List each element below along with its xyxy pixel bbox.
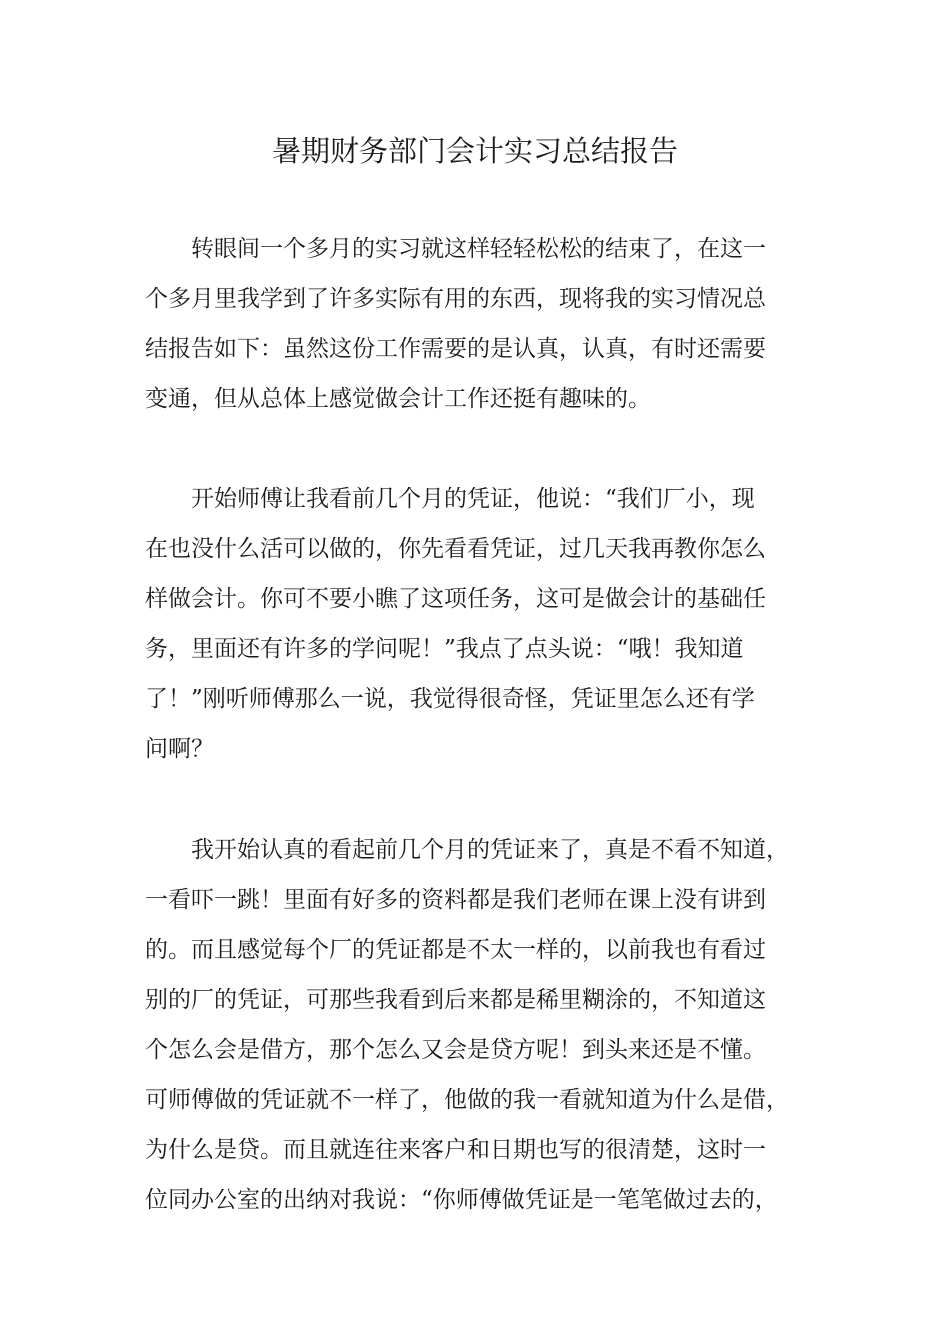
- text-line: 在也没什么活可以做的，你先看看凭证，过几天我再教你怎么: [145, 536, 766, 562]
- text-line: 结报告如下：虽然这份工作需要的是认真，认真，有时还需要: [145, 336, 766, 362]
- text-line: 样做会计。你可不要小瞧了这项任务，这可是做会计的基础任: [145, 586, 766, 612]
- paragraph-2: [145, 474, 815, 774]
- text-line: 转眼间一个多月的实习就这样轻轻松松的结束了，在这一: [145, 236, 766, 262]
- text-line: 变通，但从总体上感觉做会计工作还挺有趣味的。: [145, 386, 651, 412]
- paragraph-3: [145, 825, 815, 1225]
- text-line: 为什么是贷。而且就连往来客户和日期也写的很清楚，这时一: [145, 1137, 766, 1163]
- text-line: 别的厂的凭证，可那些我看到后来都是稀里糊涂的，不知道这: [145, 987, 766, 1013]
- text-line: 我开始认真的看起前几个月的凭证来了，真是不看不知道，: [145, 837, 789, 863]
- text-line: 一看吓一跳！里面有好多的资料都是我们老师在课上没有讲到: [145, 887, 766, 913]
- text-line: 务，里面还有许多的学问呢！”我点了点头说：“哦！我知道: [145, 636, 744, 662]
- text-line: 位同办公室的出纳对我说：“你师傅做凭证是一笔笔做过去的，: [145, 1187, 778, 1213]
- text-line: 的。而且感觉每个厂的凭证都是不太一样的，以前我也有看过: [145, 937, 766, 963]
- text-line: 了！”刚听师傅那么一说，我觉得很奇怪，凭证里怎么还有学: [145, 686, 755, 712]
- text-line: 个多月里我学到了许多实际有用的东西，现将我的实习情况总: [145, 286, 766, 312]
- text-line: 可师傅做的凭证就不一样了，他做的我一看就知道为什么是借，: [145, 1087, 789, 1113]
- text-line: 个怎么会是借方，那个怎么又会是贷方呢！到头来还是不懂。: [145, 1037, 766, 1063]
- text-line: 问啊？: [145, 736, 214, 762]
- document-title: 暑期财务部门会计实习总结报告: [271, 134, 678, 168]
- paragraph-1: [145, 224, 815, 424]
- text-line: 开始师傅让我看前几个月的凭证，他说：“我们厂小，现: [145, 486, 755, 512]
